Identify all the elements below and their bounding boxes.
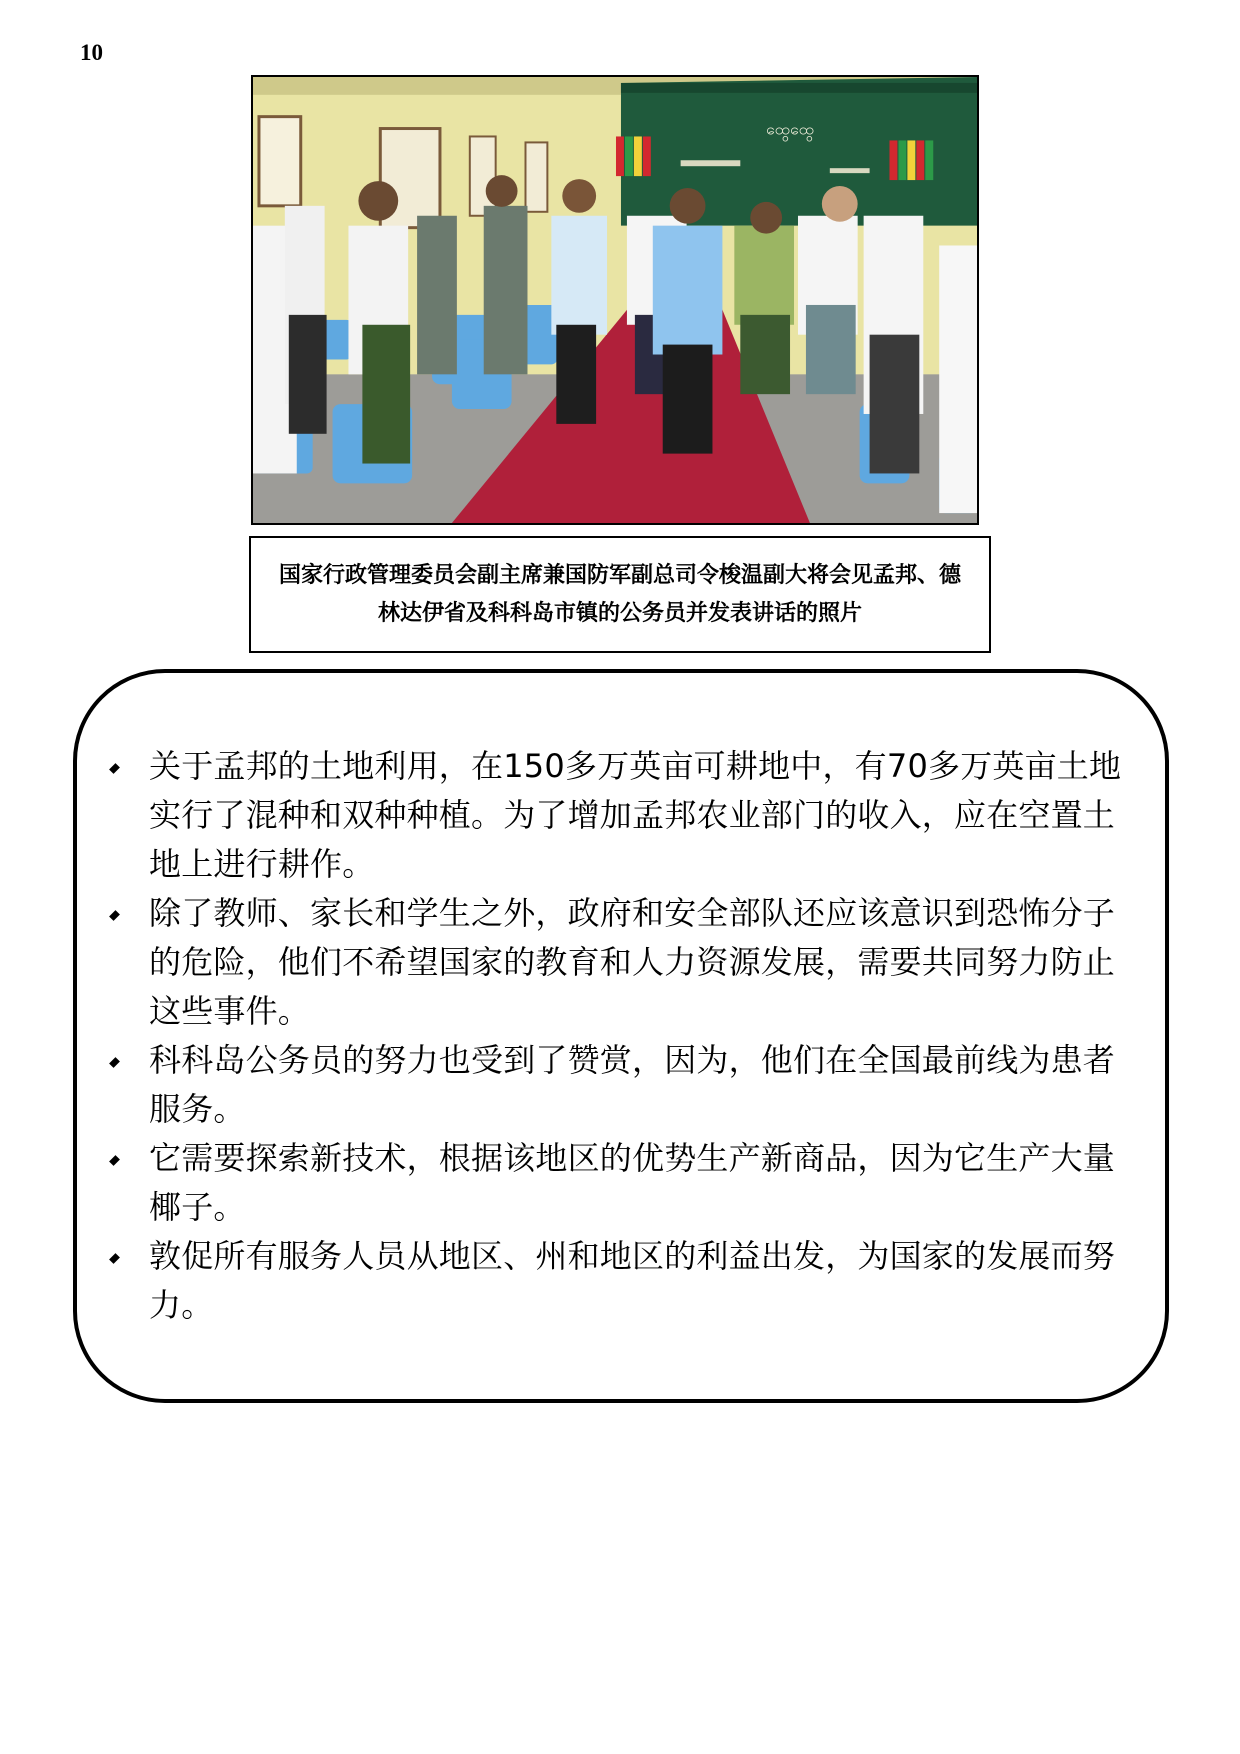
banner-text: ထွေထွေ — [766, 119, 815, 139]
bullet-text: 它需要探索新技术，根据该地区的优势生产新商品，因为它生产大量椰子。 — [149, 1139, 1116, 1226]
list-item — [108, 889, 1136, 1036]
diamond-bullet-icon — [109, 910, 120, 921]
bullet-text: 敦促所有服务人员从地区、州和地区的利益出发，为国家的发展而努力。 — [149, 1237, 1116, 1324]
bullet-text: 科科岛公务员的努力也受到了赞赏，因为，他们在全国最前线为患者服务。 — [149, 1041, 1116, 1128]
list-item — [108, 1134, 1136, 1232]
page-number: 10 — [80, 40, 103, 65]
list-item — [108, 1232, 1136, 1330]
bullet-text: 除了教师、家长和学生之外，政府和安全部队还应该意识到恐怖分子的危险，他们不希望国家的教育和人力资源发展，需要共同努力防止这些事件。 — [149, 894, 1116, 1030]
caption-text: 国家行政管理委员会副主席兼国防军副总司令梭温副大将会见孟邦、德林达伊省及科科岛市镇的公务员并发表讲话的照片 — [278, 562, 961, 626]
meeting-hall-photo-icon — [253, 77, 977, 523]
list-item — [108, 742, 1136, 889]
photo-caption — [249, 536, 991, 653]
diamond-bullet-icon — [109, 1155, 120, 1166]
meeting-photo — [251, 75, 979, 525]
diamond-bullet-icon — [109, 1057, 120, 1068]
bullet-list — [108, 742, 1136, 1330]
diamond-bullet-icon — [109, 1253, 120, 1264]
list-item — [108, 1036, 1136, 1134]
bullet-text: 关于孟邦的土地利用，在150多万英亩可耕地中，有70多万英亩土地实行了混种和双种种植。为了增加孟邦农业部门的收入，应在空置土地上进行耕作。 — [149, 747, 1122, 883]
diamond-bullet-icon — [109, 763, 120, 774]
